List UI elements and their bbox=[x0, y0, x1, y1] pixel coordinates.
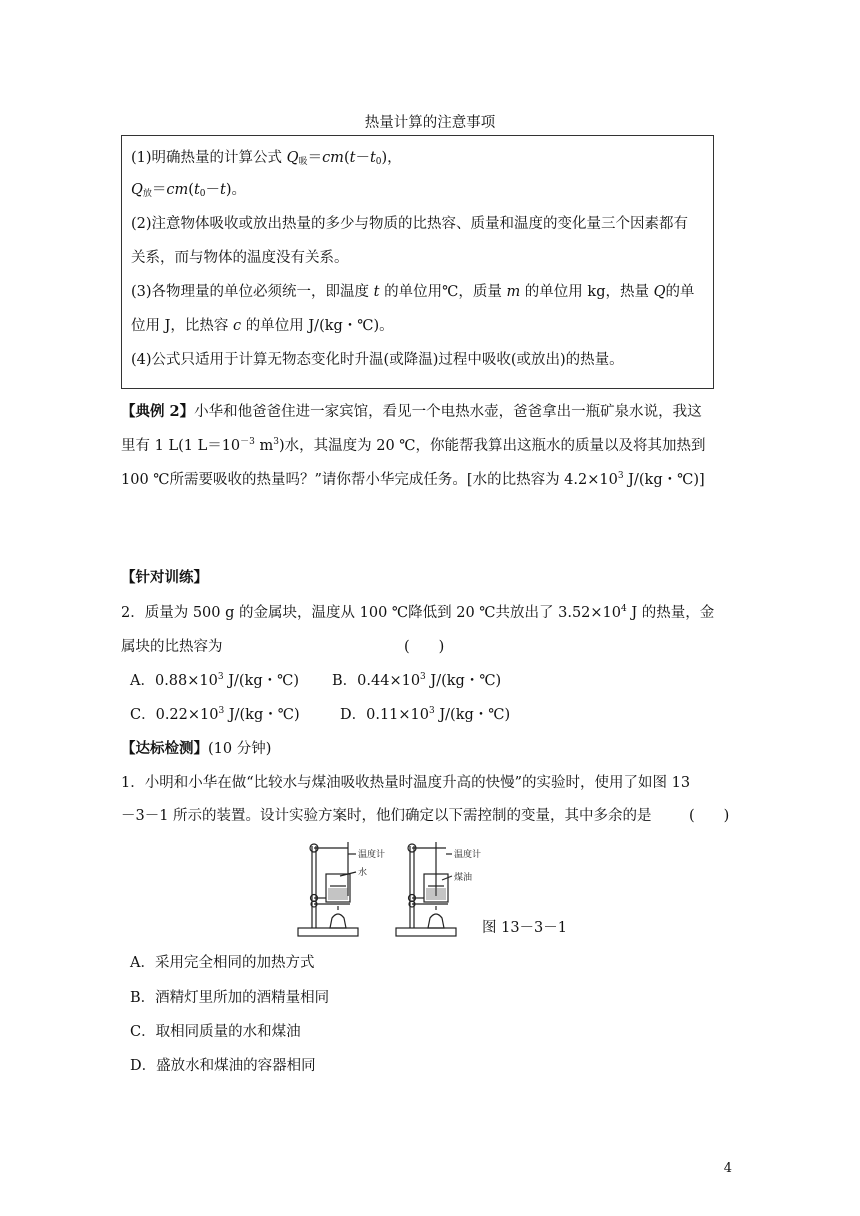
right-base bbox=[396, 928, 456, 936]
example-2-line-2: 里有 1 L(1 $L=10^{-3}$ $m^3$)水，其温度为 20 ℃，你能帮我算出这瓶水的质量以及将其加热到 bbox=[121, 437, 706, 454]
label-thermometer-right: 温度计 bbox=[454, 850, 482, 860]
note-3-line-1: (3)各物理量的单位必须统一，即温度 t 的单位用℃，质量 m 的单位用 kg，热量 Q的单 bbox=[131, 284, 695, 300]
note-1-line-2: $Q_放=cm(t_0-t)$。 bbox=[131, 182, 247, 199]
test-question-1-line-1: 1．小明和小华在做“比较水与煤油吸收热量时温度升高的快慢”的实验时，使用了如图 13 bbox=[121, 775, 691, 791]
label-water: 水 bbox=[358, 868, 368, 878]
test-question-1-option-a: A．采用完全相同的加热方式 bbox=[130, 955, 315, 971]
note-3-line-2: 位用 J，比热容 c 的单位用 J/(kg・℃)。 bbox=[131, 318, 394, 334]
training-heading: 【针对训练】 bbox=[121, 569, 208, 586]
section-title: 热量计算的注意事项 bbox=[364, 115, 496, 131]
question-2-option-b: B．$0.44\times 10^3$ J/(kg・℃) bbox=[332, 672, 502, 689]
left-lamp bbox=[330, 914, 346, 928]
note-1-line-1: (1)明确热量的计算公式 $Q_吸=cm(t-t_0)$， bbox=[131, 150, 402, 167]
note-2-line-2: 关系，而与物体的温度没有关系。 bbox=[131, 250, 349, 266]
label-kerosene: 煤油 bbox=[454, 873, 473, 883]
left-base bbox=[298, 928, 358, 936]
right-lamp bbox=[428, 914, 444, 928]
example-2-line-3: 100 ℃所需要吸收的热量吗？”请你帮小华完成任务。[水的比热容为 $4.2\times 10^3$ J/(kg・℃)] bbox=[121, 471, 705, 488]
example-2-line-1: 【典例 2】小华和他爸爸住进一家宾馆，看见一个电热水壶，爸爸拿出一瓶矿泉水说，我这 bbox=[121, 403, 702, 420]
question-2-line-2: 属块的比热容为 bbox=[121, 639, 223, 655]
label-thermometer-left: 温度计 bbox=[358, 850, 386, 860]
test-question-1-line-2: －3－1 所示的装置。设计实验方案时，他们确定以下需控制的变量，其中多余的是 bbox=[121, 808, 652, 824]
test-question-1-option-d: D．盛放水和煤油的容器相同 bbox=[130, 1058, 316, 1074]
question-2-line-1: 2．质量为 500 g 的金属块，温度从 100 ℃降低到 20 ℃共放出了 $3.52\times 10^4$ J 的热量，金 bbox=[121, 604, 715, 621]
note-4: (4)公式只适用于计算无物态变化时升温(或降温)过程中吸收(或放出)的热量。 bbox=[131, 352, 624, 368]
question-2-option-c: C．$0.22\times 10^3$ J/(kg・℃) bbox=[130, 706, 300, 723]
question-2-option-a: A．$0.88\times 10^3$ J/(kg・℃) bbox=[130, 672, 300, 689]
apparatus-figure bbox=[296, 840, 482, 942]
test-question-1-option-c: C．取相同质量的水和煤油 bbox=[130, 1024, 301, 1040]
question-2-option-d: D．$0.11\times 10^3$ J/(kg・℃) bbox=[340, 706, 511, 723]
test-question-1-answer-blank: ( ) bbox=[689, 808, 730, 824]
test-heading: 【达标检测】(10 分钟) bbox=[121, 740, 272, 757]
note-2-line-1: (2)注意物体吸收或放出热量的多少与物质的比热容、质量和温度的变化量三个因素都有 bbox=[131, 216, 689, 232]
figure-caption: 图 13－3－1 bbox=[482, 920, 568, 936]
test-question-1-option-b: B．酒精灯里所加的酒精量相同 bbox=[130, 990, 330, 1006]
page-number: 4 bbox=[723, 1161, 732, 1176]
question-2-answer-blank: ( ) bbox=[404, 639, 445, 655]
